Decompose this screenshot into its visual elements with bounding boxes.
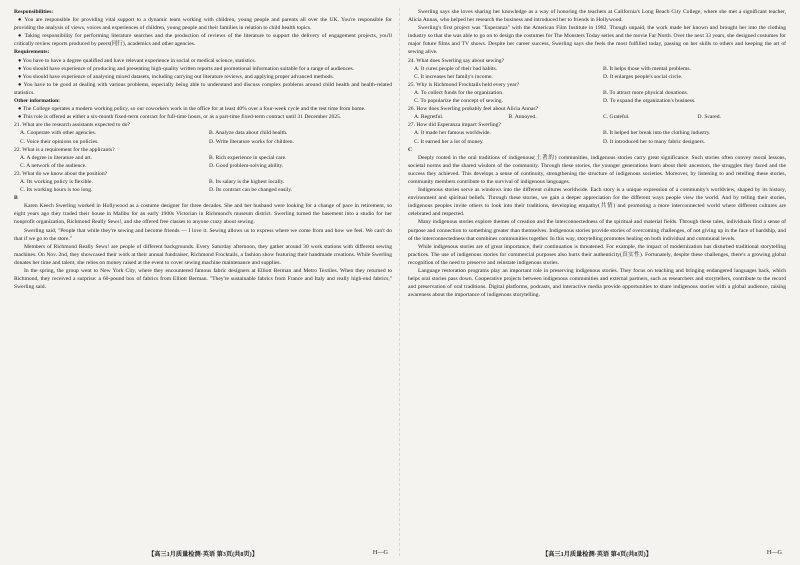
question-stem: 25. Why is Richmond Frocktails held every year? bbox=[408, 81, 520, 88]
answer-option: C. It earned her a lot of money. bbox=[414, 138, 484, 145]
page-3-footer bbox=[14, 549, 392, 559]
answer-option: D. Its contract can be changed easily. bbox=[209, 187, 293, 194]
answer-option: D. Scared. bbox=[697, 114, 721, 121]
section-heading: Other information: bbox=[14, 98, 61, 105]
paragraph: Members of Richmond Really Sews! are people of different backgrounds. Every Saturday afternoon, they gather around 30 work stations with different sewing machines. On Nov. 2nd, they showcased their work at their annual fundraiser, Richmond Frocktails, a fashion show featuring their handmade creations. While Swerling donates her time and talent, she relies on money raised at the event to cover sewing machine maintenance and supplies. bbox=[14, 243, 392, 266]
answer-option: C. Voice their opinions on policies. bbox=[20, 138, 99, 145]
question-stem: 22. What is a requirement for the applicants? bbox=[14, 146, 115, 153]
passage-label: B bbox=[14, 195, 18, 202]
bullet-item: ● You should have experience of producing and presenting high-quality written reports and promotional information suitable for a range of audiences. bbox=[18, 65, 355, 72]
answer-options bbox=[14, 178, 392, 194]
paragraph: While indigenous stories are of great importance, their continuation is threatened. For example, the impact of modernization has disturbed traditional storytelling practices. The use of indigenous stories for commercial purposes also hurts their authenticity(真实性). Fortunately, despite these challenges, there's a growing global recognition of the need to preserve and reinstate indigenous stories. bbox=[408, 243, 786, 266]
page-4-footer bbox=[408, 549, 786, 559]
answer-option: D. Good problem-solving ability. bbox=[209, 162, 284, 169]
answer-options bbox=[408, 113, 786, 121]
page-3-footer-code: H—G bbox=[372, 549, 388, 556]
paragraph: Language restoration programs play an important role in preserving indigenous stories. They focus on teaching and bringing endangered languages back, which helps oral stories pass down. Cooperative projects between indigenous communities and external partners, such as researchers and storytellers, contribute to the record and preservation of oral traditions. Digital platforms, podcasts, and interactive media provide opportunities to share indigenous stories with a global audience, raising awareness about the importance of indigenous storytelling. bbox=[408, 268, 786, 299]
answer-option: B. Analyze data about child health. bbox=[209, 130, 288, 137]
answer-option: D. Write literature works for children. bbox=[209, 138, 294, 145]
bullet-item: ● Taking responsibility for performing literature searches and the production of reviews of the literature to support the delivery of engagement projects, you'll critically review reports produced by peers(同行), academics and other agencies. bbox=[14, 33, 392, 48]
answer-option: D. It introduced her to many fabric designers. bbox=[603, 138, 706, 145]
answer-option: B. It helped her break into the clothing industry. bbox=[603, 130, 711, 137]
page-4 bbox=[408, 8, 786, 556]
answer-option: A. A degree in literature and art. bbox=[20, 154, 93, 161]
paragraph: Many indigenous stories explore themes of creation and the interconnectedness of the spiritual and material fields. Through these tales, individuals find a sense of purpose and connection to something greater than themselves. Indigenous stories provide stories of overcoming challenges, of not giving up in the face of hardship, and of the interconnectedness that combines communities together. In this way, storytelling promotes healing on both individual and communal levels. bbox=[408, 219, 786, 242]
page-4-footer-code: H—G bbox=[766, 549, 782, 556]
paragraph: Swerling's first project was "Esperanza" with the American Film Institute in 1982. Though unpaid, the work made her known and brought her into the clothing industry so that she was able to go on to design the costumes for The Monsters Today series and the movie Far North. Over the next 33 years, she designed costumes for major future films and TV shows. Despite her career success, Swerling says she feels the most fulfilled today, passing on her skills to others and keeping the art of sewing alive. bbox=[408, 25, 786, 56]
bullet-item: ● You should have experience of analysing mixed datasets, including carrying out literature reviews, and applying proper advanced methods. bbox=[18, 73, 334, 80]
answer-option: C. Grateful. bbox=[603, 114, 630, 121]
question-stem: 27. How did Esperanza impact Swerling? bbox=[408, 122, 501, 129]
answer-options bbox=[14, 129, 392, 145]
answer-option: B. It helps those with mental problems. bbox=[603, 65, 691, 72]
paragraph: Indigenous stories serve as windows into the different cultures worldwide. Each story is a unique expression of a community's worldview, shaped by its history, environment and spiritual beliefs. Through these stories, we gain a deeper appreciation for the different ways people view the world. And by telling their stories, indigenous peoples invite others to look into their traditions, developing empathy(共情) and promoting a more interconnected world where different cultures are celebrated and respected. bbox=[408, 187, 786, 218]
section-heading: Requirements: bbox=[14, 49, 50, 56]
answer-options bbox=[408, 129, 786, 145]
bullet-item: ● You have to be good at dealing with various problems, especially being able to understand and discuss complex problems around child health and health-related statistics. bbox=[14, 81, 392, 96]
answer-option: A. To collect funds for the organization. bbox=[414, 89, 504, 96]
paragraph: Deeply rooted in the oral traditions of indigenous(土著的) communities, indigenous stories carry great significance. Such stories often convey moral lessons, societal norms and the shared wisdom of the community. Through these stories, the younger generations learn about their ancestors, the struggles they faced and the success they achieved. This develops a sense of continuity, strengthening the structure of indigenous societies. Moreover, by listening to and retelling these stories, community members contribute to the survival of indigenous languages. bbox=[408, 154, 786, 185]
answer-option: D. It enlarges people's social circle. bbox=[603, 73, 683, 80]
question-stem: 26. How does Swerling probably feel about Alicia Annas? bbox=[408, 106, 539, 113]
answer-options bbox=[14, 154, 392, 170]
answer-option: A. It made her famous worldwide. bbox=[414, 130, 491, 137]
page-4-footer-text: 【高三1月质量检测·英语 第4页(共8页)】 bbox=[542, 551, 652, 558]
paragraph: Swerling says she loves sharing her knowledge as a way of honoring the teachers at California's Long Beach City College, where she met a significant teacher, Alicia Annas, who helped her research the business and introduced her to friends in Hollywood. bbox=[408, 9, 786, 24]
answer-option: D. To expand the organization's business. bbox=[603, 98, 696, 105]
bullet-item: ● The College operates a modern working policy, so our coworkers work in the office for at least 40% over a four-week cycle and the rest time from home. bbox=[18, 106, 366, 113]
left-column bbox=[14, 8, 392, 291]
answer-option: C. Its working hours is too long. bbox=[20, 187, 93, 194]
answer-option: B. Its salary is the highest locally. bbox=[209, 178, 285, 185]
page-divider bbox=[399, 8, 400, 556]
bullet-item: ● You have to have a degree qualified and have relevant experience in social or medical science, statistics. bbox=[18, 57, 256, 64]
bullet-item: ● You are responsible for providing vital support to a dynamic team working with children, young people and parents all over the UK. You're responsible for providing the analysis of views, voices and experiences of children, young people and their families in relation to child health topics. bbox=[14, 17, 392, 32]
answer-option: A. Regretful. bbox=[414, 114, 444, 121]
answer-options bbox=[408, 65, 786, 81]
section-heading: Responsibilities: bbox=[14, 9, 54, 15]
answer-option: C. To popularize the concept of sewing. bbox=[414, 98, 503, 105]
paragraph: In the spring, the group went to New York City, where they encountered famous fabric designers at Elliott Berman and Metro Textiles. When they returned to Richmond, they received a surprise: a 60-pound box of fabrics from Elliott Berman. "They're sustainable fabrics from France and Italy and really high-end fabrics," Swerling said. bbox=[14, 268, 392, 291]
answer-option: B. To attract more physical donations. bbox=[603, 89, 689, 96]
page-3-footer-text: 【高三1月质量检测·英语 第3页(共8页)】 bbox=[148, 551, 258, 558]
paragraph: Swerling said, "People that while they're sewing and become friends — I love it. Sewing allows us to express where we come from and how we feel. We can't do that if we go to the store." bbox=[14, 227, 392, 242]
page-3 bbox=[14, 8, 392, 556]
answer-option: C. A network of the audience. bbox=[20, 162, 87, 169]
paragraph: Karen Keech Swerling worked in Hollywood as a costume designer for three decades. She and her husband were looking for a change of pace in retirement, so eight years ago they traded their house in Malibu for an early 1900s Victorian in Richmond's museum district. Swerling turned the basement into a studio for her nonprofit organization, Richmond Really Sews!, and she offered free classes to anyone crazy about sewing. bbox=[14, 203, 392, 226]
question-stem: 23. What do we know about the position? bbox=[14, 170, 108, 177]
question-stem: 24. What does Swerling say about sewing? bbox=[408, 57, 505, 64]
question-stem: 21. What are the research assistants expected to do? bbox=[14, 122, 130, 129]
answer-option: A. It cures people of their bad habits. bbox=[414, 65, 498, 72]
answer-option: A. Its working policy is flexible. bbox=[20, 178, 93, 185]
answer-options bbox=[408, 89, 786, 105]
answer-option: B. Rich experience in special care. bbox=[209, 154, 287, 161]
bullet-item: ● This role is offered as either a six-month fixed-term contract for full-time hours, or as a part-time fixed-term contract until 31 December 2025. bbox=[18, 114, 342, 121]
answer-option: C. It increases her family's income. bbox=[414, 73, 493, 80]
answer-option: B. Annoyed. bbox=[508, 114, 537, 121]
passage-label: C bbox=[408, 146, 413, 153]
answer-option: A. Cooperate with other agencies. bbox=[20, 130, 97, 137]
right-column bbox=[408, 8, 786, 299]
